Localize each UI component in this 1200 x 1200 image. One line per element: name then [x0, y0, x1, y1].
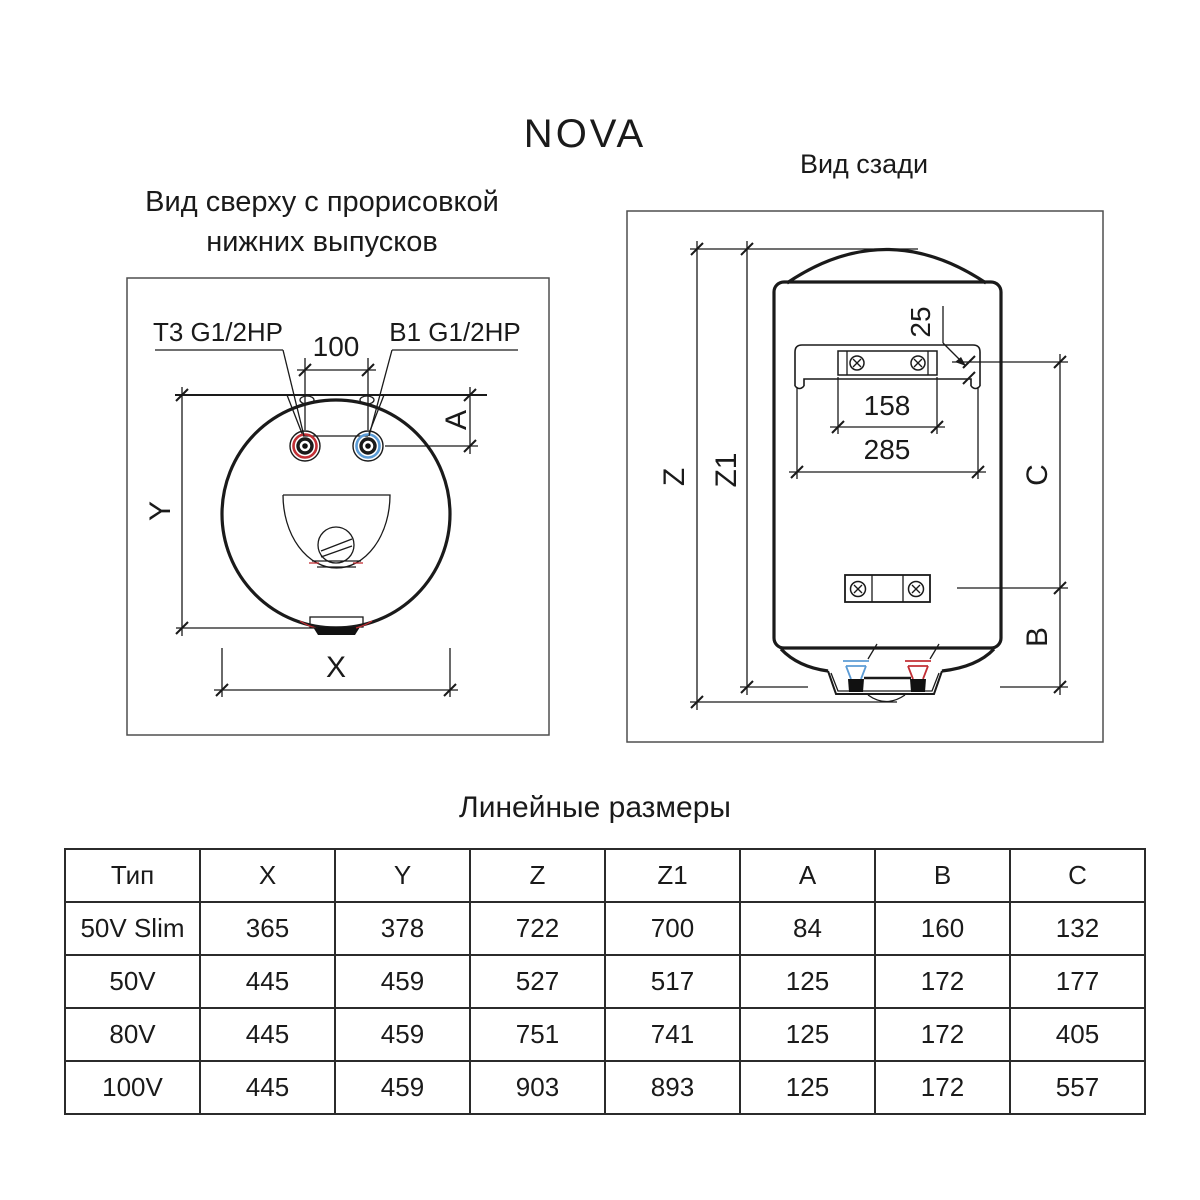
table-header-row — [65, 849, 1145, 902]
table-title: Линейные размеры — [459, 791, 731, 824]
dim-285-text: 285 — [863, 434, 911, 465]
cell-model: 80V — [65, 1008, 200, 1061]
cell-a: 125 — [740, 1008, 875, 1061]
table-row — [65, 902, 1145, 955]
cell-z: 722 — [470, 902, 605, 955]
dim-158-text: 158 — [863, 390, 911, 421]
tank-outline-top — [222, 400, 450, 628]
cell-z1: 700 — [605, 902, 740, 955]
cell-z1: 741 — [605, 1008, 740, 1061]
col-header-z1: Z1 — [605, 849, 740, 902]
cell-y: 459 — [335, 955, 470, 1008]
bracket-screw-right — [911, 356, 925, 370]
dim-b-text: B — [1021, 626, 1054, 648]
lower-mounting-bracket — [845, 575, 930, 602]
cell-c: 177 — [1010, 955, 1145, 1008]
cell-c: 132 — [1010, 902, 1145, 955]
cold-water-port — [353, 431, 383, 461]
cell-a: 84 — [740, 902, 875, 955]
cell-model: 100V — [65, 1061, 200, 1114]
col-header-b: B — [875, 849, 1010, 902]
hot-label-leader — [283, 350, 304, 436]
rear-view-caption: Вид сзади — [799, 149, 929, 179]
cell-z: 903 — [470, 1061, 605, 1114]
cell-b: 172 — [875, 1008, 1010, 1061]
bracket-screw-left — [850, 356, 864, 370]
cell-y: 459 — [335, 1061, 470, 1114]
hot-port-label: Т3 G1/2HP — [152, 317, 284, 347]
cell-a: 125 — [740, 1061, 875, 1114]
cell-z1: 893 — [605, 1061, 740, 1114]
page-title: NOVA — [523, 112, 647, 156]
cell-model: 50V — [65, 955, 200, 1008]
tank-bottom-arc-right — [942, 649, 994, 671]
bottom-cover-top-view — [283, 495, 390, 568]
tank-bottom-arc-left — [781, 649, 828, 671]
cell-x: 445 — [200, 955, 335, 1008]
col-header-z: Z — [470, 849, 605, 902]
table-row — [65, 955, 1145, 1008]
cell-z: 751 — [470, 1008, 605, 1061]
bottom-cover-bump — [868, 695, 905, 702]
cold-port-label: В1 G1/2HP — [389, 317, 521, 347]
col-header-a: A — [740, 849, 875, 902]
col-header-x: X — [200, 849, 335, 902]
cell-x: 365 — [200, 902, 335, 955]
col-header-y: Y — [335, 849, 470, 902]
dim-y-text: Y — [144, 500, 177, 522]
cell-b: 160 — [875, 902, 1010, 955]
col-header-type: Тип — [65, 849, 200, 902]
dimensions-table — [64, 848, 1146, 1115]
dim-a-text: A — [440, 409, 473, 431]
dim-x-text: X — [325, 651, 347, 684]
screw-hatch-2 — [321, 546, 352, 557]
tank-body — [774, 282, 1001, 648]
dim-z-text: Z — [658, 467, 691, 487]
col-header-c: C — [1010, 849, 1145, 902]
cell-c: 557 — [1010, 1061, 1145, 1114]
cell-y: 378 — [335, 902, 470, 955]
dim-100-text: 100 — [312, 331, 360, 362]
tank-dome-top — [787, 250, 986, 284]
cell-b: 172 — [875, 1061, 1010, 1114]
lower-bracket-pad — [313, 627, 360, 635]
rear-view-diagram — [627, 211, 1103, 742]
tick — [963, 372, 975, 384]
cell-y: 459 — [335, 1008, 470, 1061]
cell-a: 125 — [740, 955, 875, 1008]
dim-c-text: C — [1021, 464, 1054, 486]
cell-z1: 517 — [605, 955, 740, 1008]
dim-z1-text: Z1 — [710, 452, 743, 488]
cold-label-leader — [369, 350, 392, 436]
hot-water-port — [290, 431, 320, 461]
table-row — [65, 1008, 1145, 1061]
cell-x: 445 — [200, 1061, 335, 1114]
cell-b: 172 — [875, 955, 1010, 1008]
dim-25-text: 25 — [905, 306, 936, 338]
screw-hatch-1 — [321, 539, 352, 551]
cold-inlet-pipe — [843, 644, 877, 692]
top-view-caption-line2: нижних выпусков — [206, 226, 438, 258]
cell-z: 527 — [470, 955, 605, 1008]
cell-model: 50V Slim — [65, 902, 200, 955]
table-row — [65, 1061, 1145, 1114]
cell-x: 445 — [200, 1008, 335, 1061]
top-view-caption-line1: Вид сверху с прорисовкой — [145, 186, 499, 218]
top-view-diagram — [127, 278, 549, 735]
cell-c: 405 — [1010, 1008, 1145, 1061]
